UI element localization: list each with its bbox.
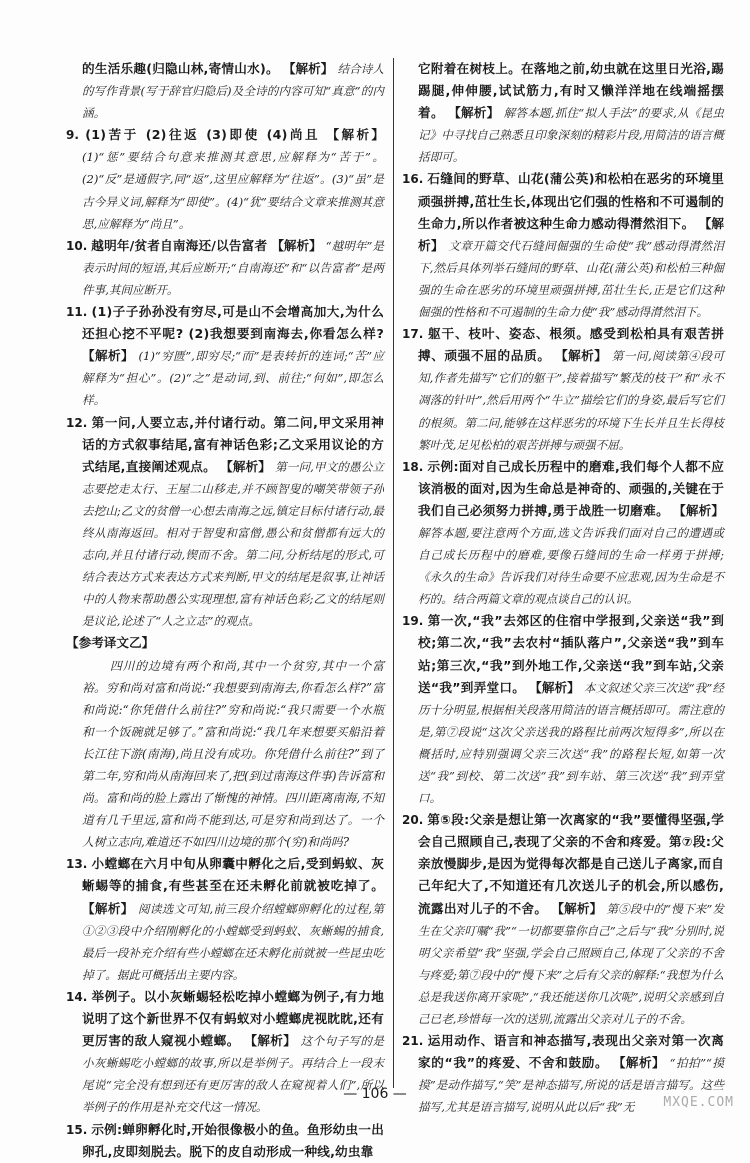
- answer-text: 第一次,“我”去郊区的住宿中学报到,父亲送“我”到校;第二次,“我”去农村“插队落户”,父亲送“我”到车站;第三次,“我”到外地工作,父亲送“我”到车站,父亲送“我”到弄堂口。: [418, 613, 724, 695]
- question-number: 13.: [66, 857, 88, 872]
- question-number: 16.: [402, 172, 424, 187]
- answer-item: [402, 168, 724, 323]
- analysis-text: (1)“惩”要结合句意来推测其意思,应解释为“苦于”。(2)“反”是通假字,同“返”,这里应解释为“往返”。(3)“虽”是古今异义词,解释为“即使”。(4)“犹”要结合文章来推测其意思,应解释为“尚且”。: [82, 150, 384, 231]
- question-number: 19.: [402, 614, 424, 629]
- column-divider: [393, 58, 394, 1088]
- answer-item: [66, 235, 384, 301]
- analysis-text: 文章开篇交代石缝间倔强的生命使“我”感动得潸然泪下,然后具体列举石缝间的野草、山花(蒲公英)和松柏三种倔强的生命在恶劣的环境里顽强拼搏,茁壮生长,正是它们这种倔强的性格和不可遏制的生命力使“我”感动得潸然泪下。: [418, 238, 724, 320]
- answer-text: 躯干、枝叶、姿态、根须。感受到松柏具有艰苦拼搏、顽强不屈的品质。: [418, 326, 724, 364]
- analysis-text: 阅读选文可知,前三段介绍螳螂卵孵化的过程,第①②③段中介绍刚孵化的小螳螂受到蚂蚁、灰蜥蜴的捕食,最后一段补充介绍有些小螳螂在还未孵化前就被一些昆虫吃掉了。据此可概括出主要内容。: [82, 901, 384, 982]
- analysis-text: 本文叙述父亲三次送“我”经历十分明显,根据相关段落用简洁的语言概括即可。需注意的是,第⑦段说“这次父亲送我的路程比前两次短得多”,所以在概括时,应特别强调父亲三次送“我”的路程长短,如第一次送“我”到校、第二次送“我”到车站、第三次送“我”到弄堂口。: [418, 680, 724, 806]
- answer-text: 举例子。以小灰蜥蜴轻松吃掉小螳螂为例子,有力地说明了这个新世界不仅有蚂蚁对小螳螂虎视眈眈,还有更厉害的敌人窥视小螳螂。: [82, 988, 384, 1049]
- question-number: 14.: [66, 989, 88, 1004]
- analysis-text: 第⑤段中的“慢下来”发生在父亲叮嘱“我”“一切都要靠你自己”之后与“我”分别时,说明父亲希望“我”坚强,学会自己照顾自己,体现了父亲的不舍与疼爱;第⑦段中的“慢下来”之后有父亲的解释:“我想为什么总是我送你离开家呢”,“我还能送你几次呢”,说明父亲感到自己已老,珍惜每一次的送别,流露出父亲对儿子的不舍。: [418, 901, 724, 1027]
- analysis-tag: 【解析】: [612, 1055, 666, 1071]
- answer-item: [402, 456, 724, 611]
- analysis-text: 第一问,甲文的愚公立志要挖走太行、王屋二山移走,并不顾智叟的嘲笑带领子孙去挖山;乙文的贫僧一心想去南海之远,镇定目标付诸行动,最终从南海返回。相对于智叟和富僧,愚公和贫僧都有远大的志向,并且付诸行动,锲而不舍。第二问,分析结尾的形式,可结合表达方式来表达方式来判断,甲文的结尾是叙事,让神话中的人物来帮助愚公实现理想,富有神话色彩;乙文的结尾则是议论,论述了“人之立志”的观点。: [82, 459, 384, 629]
- answer-text: (1)苦于 (2)往返 (3)即使 (4)尚且: [85, 127, 321, 143]
- right-column: [402, 58, 724, 1119]
- analysis-tag: 【解析】: [673, 502, 724, 518]
- analysis-tag: 【解析】: [82, 900, 134, 916]
- answer-item: [66, 301, 384, 411]
- analysis-tag: 【解析】: [220, 458, 271, 474]
- analysis-tag: 【解析】: [448, 105, 500, 121]
- answer-text: 示例:面对自己成长历程中的磨难,我们每个人都不应该消极的面对,因为生命总是神奇的、顽强的,关键在于我们自己必须努力拼搏,勇于战胜一切磨难。: [418, 458, 724, 518]
- answer-item: [66, 853, 384, 986]
- analysis-text: “拍拍”“摸摸”是动作描写,“笑”是神态描写,所说的话是语言描写。这些描写,尤其是语言描写,说明从此以后“我”无: [418, 1056, 725, 1115]
- answer-item: [402, 610, 724, 809]
- analysis-tag: 【解析】: [82, 348, 135, 364]
- answer-text: 小螳螂在六月中旬从卵囊中孵化之后,受到蚂蚁、灰蜥蜴等的捕食,有些甚至在还未孵化前就被吃掉了。: [82, 856, 384, 894]
- analysis-text: 结合诗人的写作背景(写于辞官归隐后)及全诗的内容可知“真意”的内涵。: [82, 62, 384, 121]
- answer-text: 的生活乐趣(归隐山林,寄情山水)。: [82, 61, 279, 76]
- answer-item: [402, 58, 724, 168]
- answer-text: 运用动作、语言和神态描写,表现出父亲对第一次离家的“我”的疼爱、不舍和鼓励。: [418, 1033, 724, 1071]
- analysis-tag: 【解析】: [551, 900, 603, 916]
- analysis-text: 第一问,阅读第④段可知,作者先描写“它们的躯干”,接着描写“繁茂的枝干”和“永不凋落的针叶”,然后用两个“牛立”描绘它们的身姿,最后写它们的根须。第二问,能够在这样恶劣的环境下生长并且生长得枝繁叶茂,足见松柏的艰苦拼搏与顽强不屈。: [418, 349, 724, 452]
- answer-text: 第⑤段:父亲是想让第一次离家的“我”要懂得坚强,学会自己照顾自己,表现了父亲的不舍和疼爱。第⑦段:父亲放慢脚步,是因为觉得每次都是自己送儿子离家,而自己年纪大了,不知道还有几次送儿子的机会,所以感伤,流露出对儿子的不舍。: [418, 812, 724, 916]
- answer-item: [402, 323, 724, 456]
- question-number: 15.: [66, 1122, 88, 1137]
- translation-text: 四川的边境有两个和尚,其中一个贫穷,其中一个富裕。穷和尚对富和尚说:“我想要到南海去,你看怎么样?”富和尚说:“你凭借什么前往?”穷和尚说:“我只需要一个水瓶和一个饭碗就足够了。”富和尚说:“我几年来想要买船沿着长江往下游(南海),尚且没有成功。你凭借什么前往?”到了第二年,穷和尚从南海回来了,把(到过南海这件事)告诉富和尚。富和尚的脸上露出了惭愧的神情。四川距离南海,不知道有几千里远,富和尚不能到达,可是穷和尚到达了。一个人树立志向,难道还不如四川边境的那个(穷)和尚吗?: [82, 658, 384, 850]
- analysis-tag: 【解析】: [271, 237, 322, 253]
- question-number: 21.: [402, 1034, 424, 1049]
- answer-item: [66, 1119, 384, 1163]
- answer-text: 示例:蝉卵孵化时,开始很像极小的鱼。鱼形幼虫一出卵孔,皮即刻脱去。脱下的皮自动形成一种线,幼虫靠: [82, 1121, 384, 1159]
- question-number: 9.: [66, 128, 79, 143]
- analysis-text: 解答本题,要注意两个方面,选文告诉我们面对自己的遭遇或自己成长历程中的磨难,要像石缝间的生命一样勇于拼搏;《永久的生命》告诉我们对待生命要不应悲观,因为生命是不朽的。结合两篇文章的观点谈自己的认识。: [418, 525, 724, 607]
- watermark-text: MXQE.COM: [663, 1095, 734, 1110]
- analysis-text: “越明年”是表示时间的短语,其后应断开;“自南海还”和“以告富者”是两件事,其间应断开。: [82, 238, 384, 297]
- answer-text: 石缝间的野草、山花(蒲公英)和松柏在恶劣的环境里顽强拼搏,茁壮生长,体现出它们强的性格和不可遏制的生命力,所以作者被这种生命力感动得潸然泪下。: [418, 171, 725, 231]
- question-number: 11.: [66, 305, 88, 320]
- analysis-tag: 【解析】: [529, 679, 580, 695]
- answer-text: 越明年/贫者自南海还/以告富者: [91, 237, 268, 253]
- analysis-text: 这个句子写的是小灰蜥蜴吃小螳螂的故事,所以是举例子。再结合上一段末尾说“完全没有想到还有更厉害的敌人在窥视着人们”,所以举例子的作用是补充交代这一情况。: [82, 1034, 384, 1115]
- answer-item: [402, 809, 724, 1030]
- answer-item: [66, 412, 384, 633]
- question-number: 20.: [402, 813, 424, 828]
- analysis-tag: 【解析】: [326, 127, 384, 143]
- analysis-tag: 【解析】: [418, 215, 725, 253]
- question-number: 12.: [66, 415, 88, 430]
- answer-text: 它附着在树枝上。在落地之前,幼虫就在这里日光浴,踢踢腿,伸伸腰,试试筋力,有时又懒洋洋地在线端摇摆着。: [418, 61, 724, 121]
- answer-item: [66, 58, 384, 124]
- answer-text: 第一问,人要立志,并付诸行动。第二问,甲文采用神话的方式叙事结尾,富有神话色彩;乙文采用议论的方式结尾,直接阐述观点。: [82, 414, 384, 474]
- translation-title: 【参考译文乙】: [66, 635, 155, 651]
- left-column: [66, 58, 384, 1163]
- analysis-text: 解答本题,抓住“拟人手法”的要求,从《昆虫记》中寻找自己熟悉且印象深刻的精彩片段,用简洁的语言概括即可。: [418, 106, 724, 165]
- analysis-tag: 【解析】: [244, 1033, 297, 1049]
- question-number: 17.: [402, 327, 424, 342]
- analysis-tag: 【解析】: [282, 61, 334, 76]
- analysis-text: (1)“穷匮”,即穷尽;“而”是表转折的连词;“苦”应解释为“担心”。(2)“之”是动词,到、前往;“何如”,即怎么样。: [82, 349, 385, 408]
- page-number: — 106 —: [343, 1086, 407, 1102]
- analysis-tag: 【解析】: [555, 348, 608, 364]
- question-number: 10.: [66, 238, 88, 253]
- answer-text: (1)子子孙孙没有穷尽,可是山不会增高加大,为什么还担心挖不平呢? (2)我想要到南海去,你看怎么样?: [82, 304, 384, 342]
- question-number: 18.: [402, 459, 424, 474]
- answer-item: [66, 124, 384, 234]
